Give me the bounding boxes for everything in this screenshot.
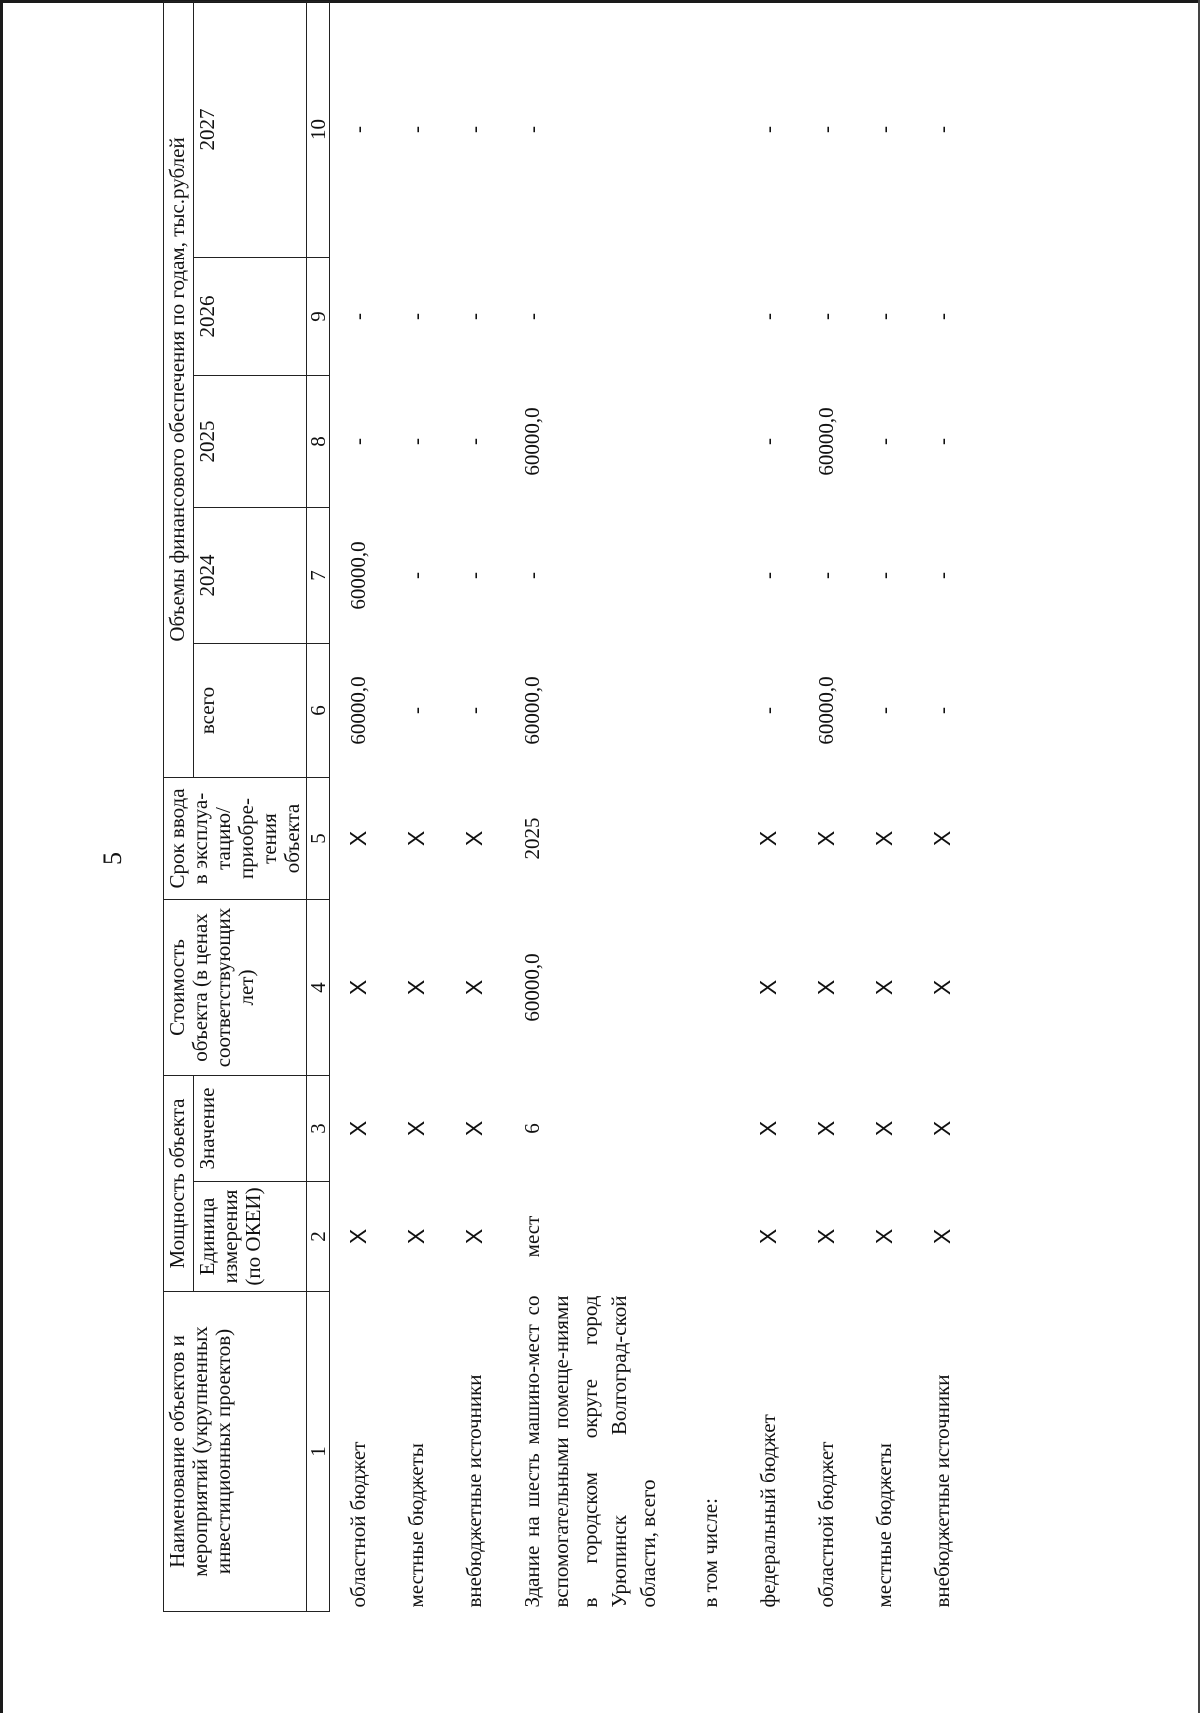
row-name: внебюджетные источники <box>929 1374 954 1608</box>
table-row <box>388 1 446 1611</box>
row-name: местные бюджеты <box>403 1443 428 1608</box>
table-row-subheading <box>682 1 740 1611</box>
row-unit: X <box>402 1228 429 1245</box>
row-cost: X <box>402 979 429 996</box>
header-2027: 2027 <box>194 1 307 257</box>
row-cost: X <box>345 979 371 996</box>
column-number: 10 <box>307 1 330 257</box>
row-2027: - <box>813 125 838 133</box>
row-2024: - <box>929 572 954 579</box>
row-cost: X <box>812 979 839 996</box>
header-value: Значение <box>194 1076 307 1182</box>
row-2025: 60000,0 <box>813 407 838 476</box>
row-name: местные бюджеты <box>871 1443 896 1608</box>
row-cost: 60000,0 <box>519 953 544 1022</box>
row-2026: - <box>871 313 896 320</box>
header-term: Срок ввода в эксплуа-тацию/ приобре-тения объекта <box>164 778 307 900</box>
header-cost: Стоимость объекта (в ценах соответствующих лет) <box>164 900 307 1076</box>
row-value: X <box>345 1120 371 1137</box>
row-2027: - <box>346 125 370 133</box>
row-unit: X <box>870 1228 897 1245</box>
row-value: X <box>812 1120 839 1137</box>
row-value: X <box>870 1120 897 1137</box>
row-unit: X <box>460 1228 487 1245</box>
row-cost: X <box>460 979 487 996</box>
row-2026: - <box>755 313 780 320</box>
row-cost <box>682 900 740 1076</box>
row-2026: - <box>929 313 954 320</box>
column-number: 5 <box>307 778 330 900</box>
table-row <box>740 1 798 1611</box>
row-name: областной бюджет <box>813 1441 838 1608</box>
row-name: федеральный бюджет <box>755 1414 780 1608</box>
row-2026: - <box>813 313 838 320</box>
row-2024: - <box>519 572 544 579</box>
row-2024: - <box>871 572 896 579</box>
row-2025: - <box>871 438 896 445</box>
row-term: X <box>754 830 781 847</box>
row-2024: - <box>461 572 486 579</box>
row-term: X <box>402 830 429 847</box>
column-number: 3 <box>307 1076 330 1182</box>
column-number: 8 <box>307 376 330 508</box>
row-term: X <box>870 830 897 847</box>
header-capacity-group: Мощность объекта <box>164 1076 194 1292</box>
column-number: 7 <box>307 508 330 644</box>
row-unit: X <box>754 1228 781 1245</box>
row-2026: - <box>461 313 486 320</box>
row-total: - <box>755 707 780 714</box>
row-2027: - <box>519 125 544 133</box>
row-total: - <box>871 707 896 714</box>
row-unit: X <box>928 1228 955 1245</box>
row-term: X <box>928 830 955 847</box>
column-number-row <box>307 1 330 1611</box>
row-total: - <box>461 707 486 714</box>
header-total: всего <box>194 644 307 778</box>
row-total: 60000,0 <box>519 676 544 745</box>
row-total <box>682 644 740 778</box>
row-unit: мест <box>519 1215 544 1258</box>
row-2025: - <box>403 438 428 445</box>
row-value: X <box>928 1120 955 1137</box>
row-name: областной бюджет <box>346 1441 370 1608</box>
row-2026: - <box>403 313 428 320</box>
row-name: Здание на шесть машино-мест со вспомогательными помеще-ниями в городском округе город Урюпинск Волгоград-ской области, всего <box>519 1295 660 1608</box>
row-2027: - <box>755 125 780 133</box>
row-term: X <box>345 830 371 847</box>
table-row <box>914 1 972 1611</box>
row-unit: X <box>345 1228 371 1245</box>
row-cost: X <box>870 979 897 996</box>
header-unit: Единица измерения (по ОКЕИ) <box>194 1182 307 1292</box>
row-2025: - <box>461 438 486 445</box>
row-2025: - <box>929 438 954 445</box>
row-2027: - <box>461 125 486 133</box>
row-value: 6 <box>519 1123 544 1134</box>
row-total: - <box>929 707 954 714</box>
row-cost: X <box>754 979 781 996</box>
row-value: X <box>402 1120 429 1137</box>
rotated-table-container <box>163 102 1033 1612</box>
header-name: Наименование объектов и мероприятий (укрупненных инвестиционных проектов) <box>164 1292 307 1612</box>
row-total: - <box>403 707 428 714</box>
row-2024: 60000,0 <box>346 541 370 610</box>
page-number: 5 <box>98 852 127 865</box>
row-value <box>682 1076 740 1182</box>
row-2024 <box>682 508 740 644</box>
row-total: 60000,0 <box>346 676 370 745</box>
row-name: в том числе: <box>697 1498 722 1608</box>
header-funding-group: Объемы финансового обеспечения по годам, тыс.рублей <box>164 1 194 777</box>
column-number: 9 <box>307 258 330 376</box>
row-2026: - <box>346 313 370 320</box>
row-2025: - <box>755 438 780 445</box>
table-row <box>330 1 388 1611</box>
row-term <box>682 778 740 900</box>
column-number: 2 <box>307 1182 330 1292</box>
row-value: X <box>754 1120 781 1137</box>
row-total: 60000,0 <box>813 676 838 745</box>
row-2027: - <box>871 125 896 133</box>
row-term: 2025 <box>519 817 544 860</box>
row-2025 <box>682 376 740 508</box>
table-row <box>798 1 856 1611</box>
funding-table <box>163 1 972 1612</box>
row-2024: - <box>813 572 838 579</box>
table-row <box>856 1 914 1611</box>
row-unit: X <box>812 1228 839 1245</box>
row-2027: - <box>403 125 428 133</box>
column-number: 6 <box>307 644 330 778</box>
row-term: X <box>460 830 487 847</box>
row-2024: - <box>755 572 780 579</box>
column-number: 4 <box>307 900 330 1076</box>
row-2025: - <box>346 438 370 445</box>
row-unit <box>682 1182 740 1292</box>
row-2025: 60000,0 <box>519 407 544 476</box>
table-row-object <box>504 1 682 1611</box>
column-number: 1 <box>307 1292 330 1612</box>
row-cost: X <box>928 979 955 996</box>
row-value: X <box>460 1120 487 1137</box>
header-2024: 2024 <box>194 508 307 644</box>
row-name: внебюджетные источники <box>461 1374 486 1608</box>
row-2026: - <box>519 313 544 320</box>
row-2027: - <box>929 125 954 133</box>
row-2024: - <box>403 572 428 579</box>
row-2027 <box>682 1 740 257</box>
header-2025: 2025 <box>194 376 307 508</box>
header-2026: 2026 <box>194 258 307 376</box>
table-row <box>446 1 504 1611</box>
row-term: X <box>812 830 839 847</box>
row-2026 <box>682 258 740 376</box>
scan-edge-left <box>0 0 3 1713</box>
